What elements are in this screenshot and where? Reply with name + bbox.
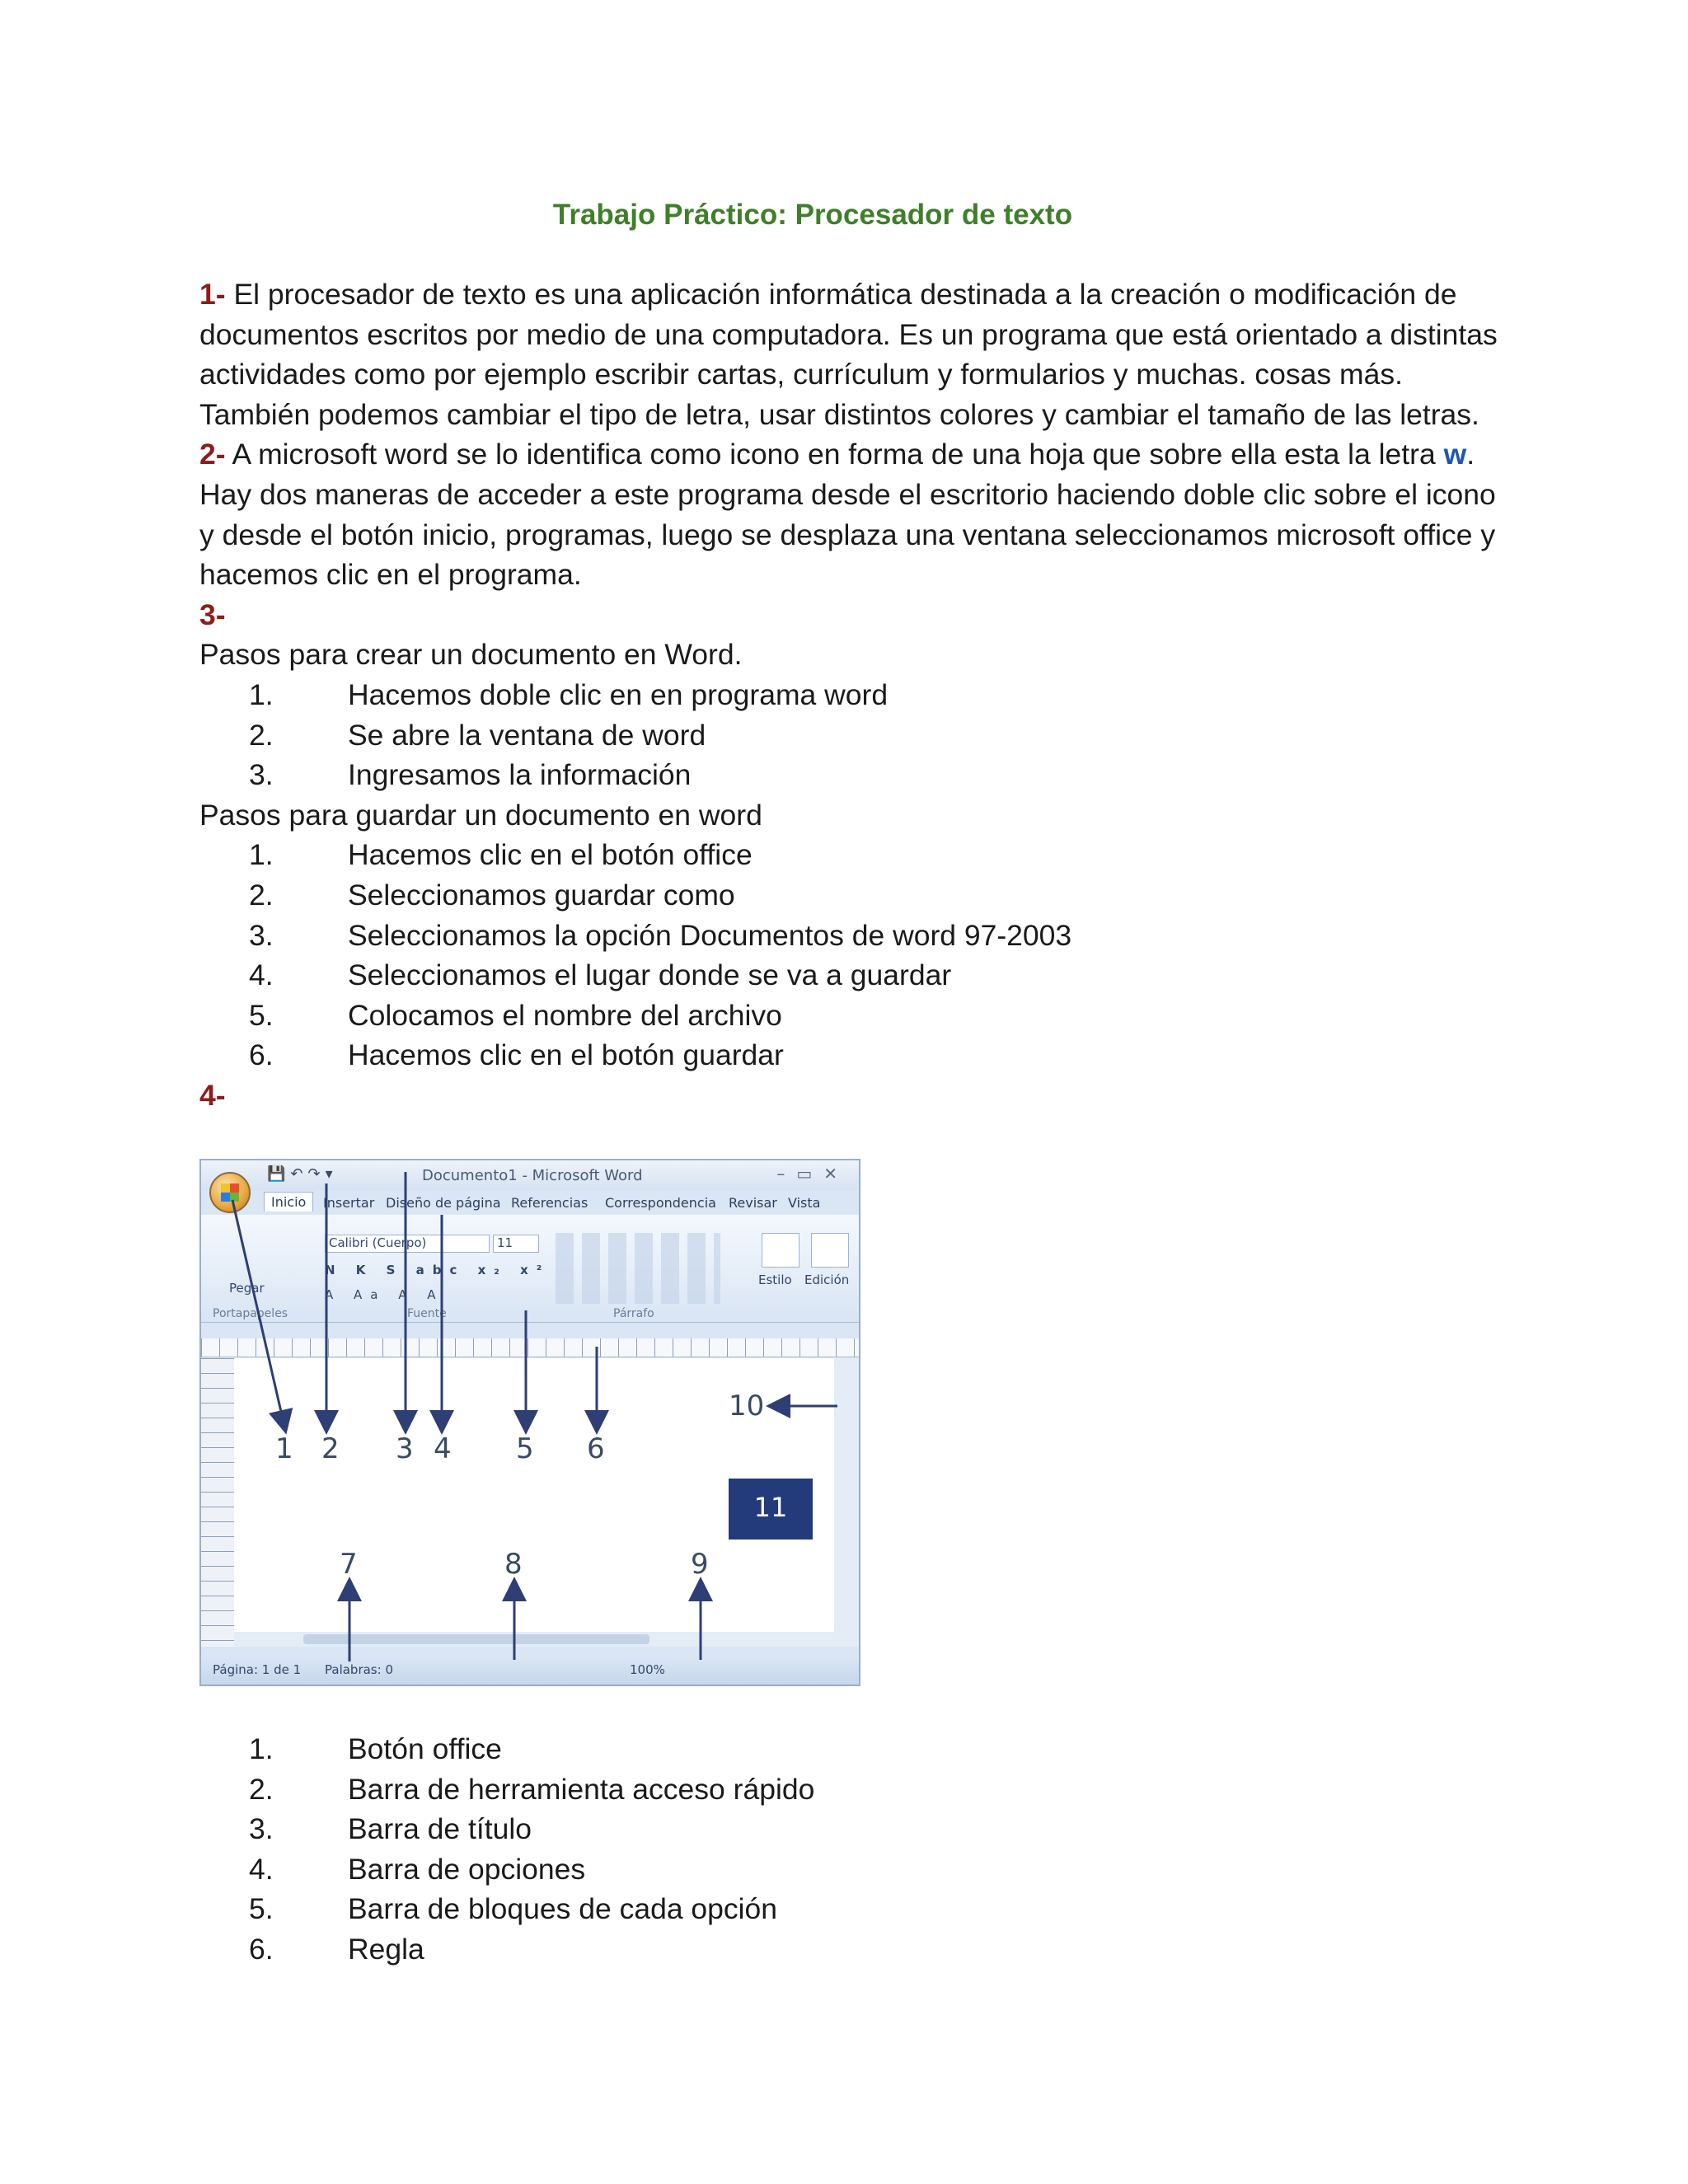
callout-9: 9: [691, 1548, 709, 1581]
tab-inicio: Inicio: [264, 1192, 313, 1212]
list-item: 5. Colocamos el nombre del archivo: [249, 998, 782, 1032]
word-window-title: Documento1 - Microsoft Word: [422, 1167, 643, 1184]
item-number-4: 4-: [199, 1078, 226, 1112]
tab-referencias: Referencias: [511, 1195, 588, 1211]
paragraph-2: [199, 434, 1502, 594]
list-item: 2. Barra de herramienta acceso rápido: [249, 1772, 815, 1806]
item-number-3: 3-: [199, 598, 226, 631]
list-item: 5. Barra de bloques de cada opción: [249, 1892, 778, 1926]
tab-correspondencia: Correspondencia: [605, 1195, 716, 1211]
font-name-box: Calibri (Cuerpo): [325, 1235, 490, 1253]
callout-4: 4: [434, 1432, 452, 1465]
list-item: 6. Hacemos clic en el botón guardar: [249, 1038, 784, 1072]
tab-insertar: Insertar: [323, 1195, 375, 1211]
list-item: 2. Se abre la ventana de word: [249, 718, 706, 752]
list-item: 4. Barra de opciones: [249, 1852, 586, 1886]
item-number-4-line: [199, 1076, 1502, 1116]
paragraph-2-text-b: . Hay dos maneras de acceder a este programa desde el escritorio haciendo doble clic sobre el icono y desde el botón inicio, programas, luego se desplaza una ventana seleccionamos microsoft office y hacemos clic en el programa.: [199, 438, 1496, 592]
parts-list-container: [199, 1729, 1189, 1970]
word-letter-w: w: [1443, 438, 1467, 471]
edicion-label: Edición: [804, 1272, 850, 1287]
callout-arrows: [201, 1160, 859, 1685]
word-screenshot-figure: [199, 1159, 860, 1686]
font-size-box: 11: [493, 1235, 539, 1253]
list-item: 2. Seleccionamos guardar como: [249, 878, 735, 912]
tab-revisar: Revisar: [729, 1195, 777, 1211]
callout-8: 8: [504, 1548, 523, 1581]
list-item: 1. Botón office: [249, 1732, 502, 1765]
callout-11-box: [729, 1479, 813, 1540]
callout-2: 2: [321, 1432, 340, 1465]
tab-vista: Vista: [788, 1195, 821, 1211]
callout-1: 1: [275, 1432, 293, 1465]
callout-11: 11: [753, 1492, 788, 1523]
document-title: Trabajo Práctico: Procesador de texto: [552, 199, 1073, 231]
list-item: 4. Seleccionamos el lugar donde se va a guardar: [249, 958, 952, 992]
parts-list: [199, 1729, 1189, 1970]
group-parrafo: Párrafo: [613, 1307, 654, 1320]
list-item: 6. Regla: [249, 1932, 424, 1966]
format-icons: N K S abc x₂ x²: [325, 1263, 551, 1277]
estilo-label: Estilo: [758, 1272, 792, 1287]
save-steps-list: [199, 835, 1502, 1076]
group-portapapeles: Portapapeles: [213, 1307, 288, 1320]
save-heading: Pasos para guardar un documento en word: [199, 798, 762, 832]
list-item: 1. Hacemos doble clic en en programa word: [249, 677, 889, 711]
create-heading: Pasos para crear un documento en Word.: [199, 638, 743, 672]
pegar-label: Pegar: [229, 1281, 265, 1296]
list-item: 3. Seleccionamos la opción Documentos de word 97-2003: [249, 918, 1072, 952]
callout-10: 10: [729, 1390, 765, 1422]
document-body: [199, 274, 1502, 1115]
status-page: Página: 1 de 1: [213, 1662, 302, 1677]
item-number-3-line: [199, 595, 1502, 635]
callout-7: 7: [340, 1548, 358, 1581]
paragraph-1: [199, 274, 1502, 434]
status-words: Palabras: 0: [325, 1662, 393, 1677]
arrow-1: [232, 1200, 284, 1422]
item-number-1: 1-: [199, 278, 226, 311]
paragraph-1-text: El procesador de texto es una aplicación informática destinada a la creación o modificación de documentos escritos por medio de una computadora. Es un programa que está orientado a distintas actividades como por ejemplo escribir cartas, currículum y formularios y muchas. cosas más. También podemos cambiar el tipo de letra, usar distintos colores y cambiar el tamaño de las letras.: [199, 278, 1498, 431]
list-item: 1. Hacemos clic en el botón office: [249, 838, 753, 872]
item-number-2: 2-: [199, 438, 226, 471]
window-buttons: –▭✕: [776, 1164, 849, 1183]
create-steps-list: [199, 675, 1502, 795]
callout-5: 5: [516, 1432, 534, 1465]
list-item: 3. Ingresamos la información: [249, 758, 692, 792]
tab-diseno: Diseño de página: [386, 1195, 501, 1211]
group-fuente: Fuente: [407, 1307, 447, 1320]
callout-6: 6: [587, 1432, 605, 1465]
callout-3: 3: [396, 1432, 414, 1465]
paragraph-2-text-a: A microsoft word se lo identifica como icono en forma de una hoja que sobre ella esta la letra: [232, 438, 1436, 471]
quick-access-toolbar: 💾↶↷▾: [267, 1165, 338, 1183]
zoom-level: 100%: [630, 1662, 665, 1677]
list-item: 3. Barra de título: [249, 1812, 532, 1846]
format-icons-2: A Aa A A: [325, 1287, 444, 1302]
